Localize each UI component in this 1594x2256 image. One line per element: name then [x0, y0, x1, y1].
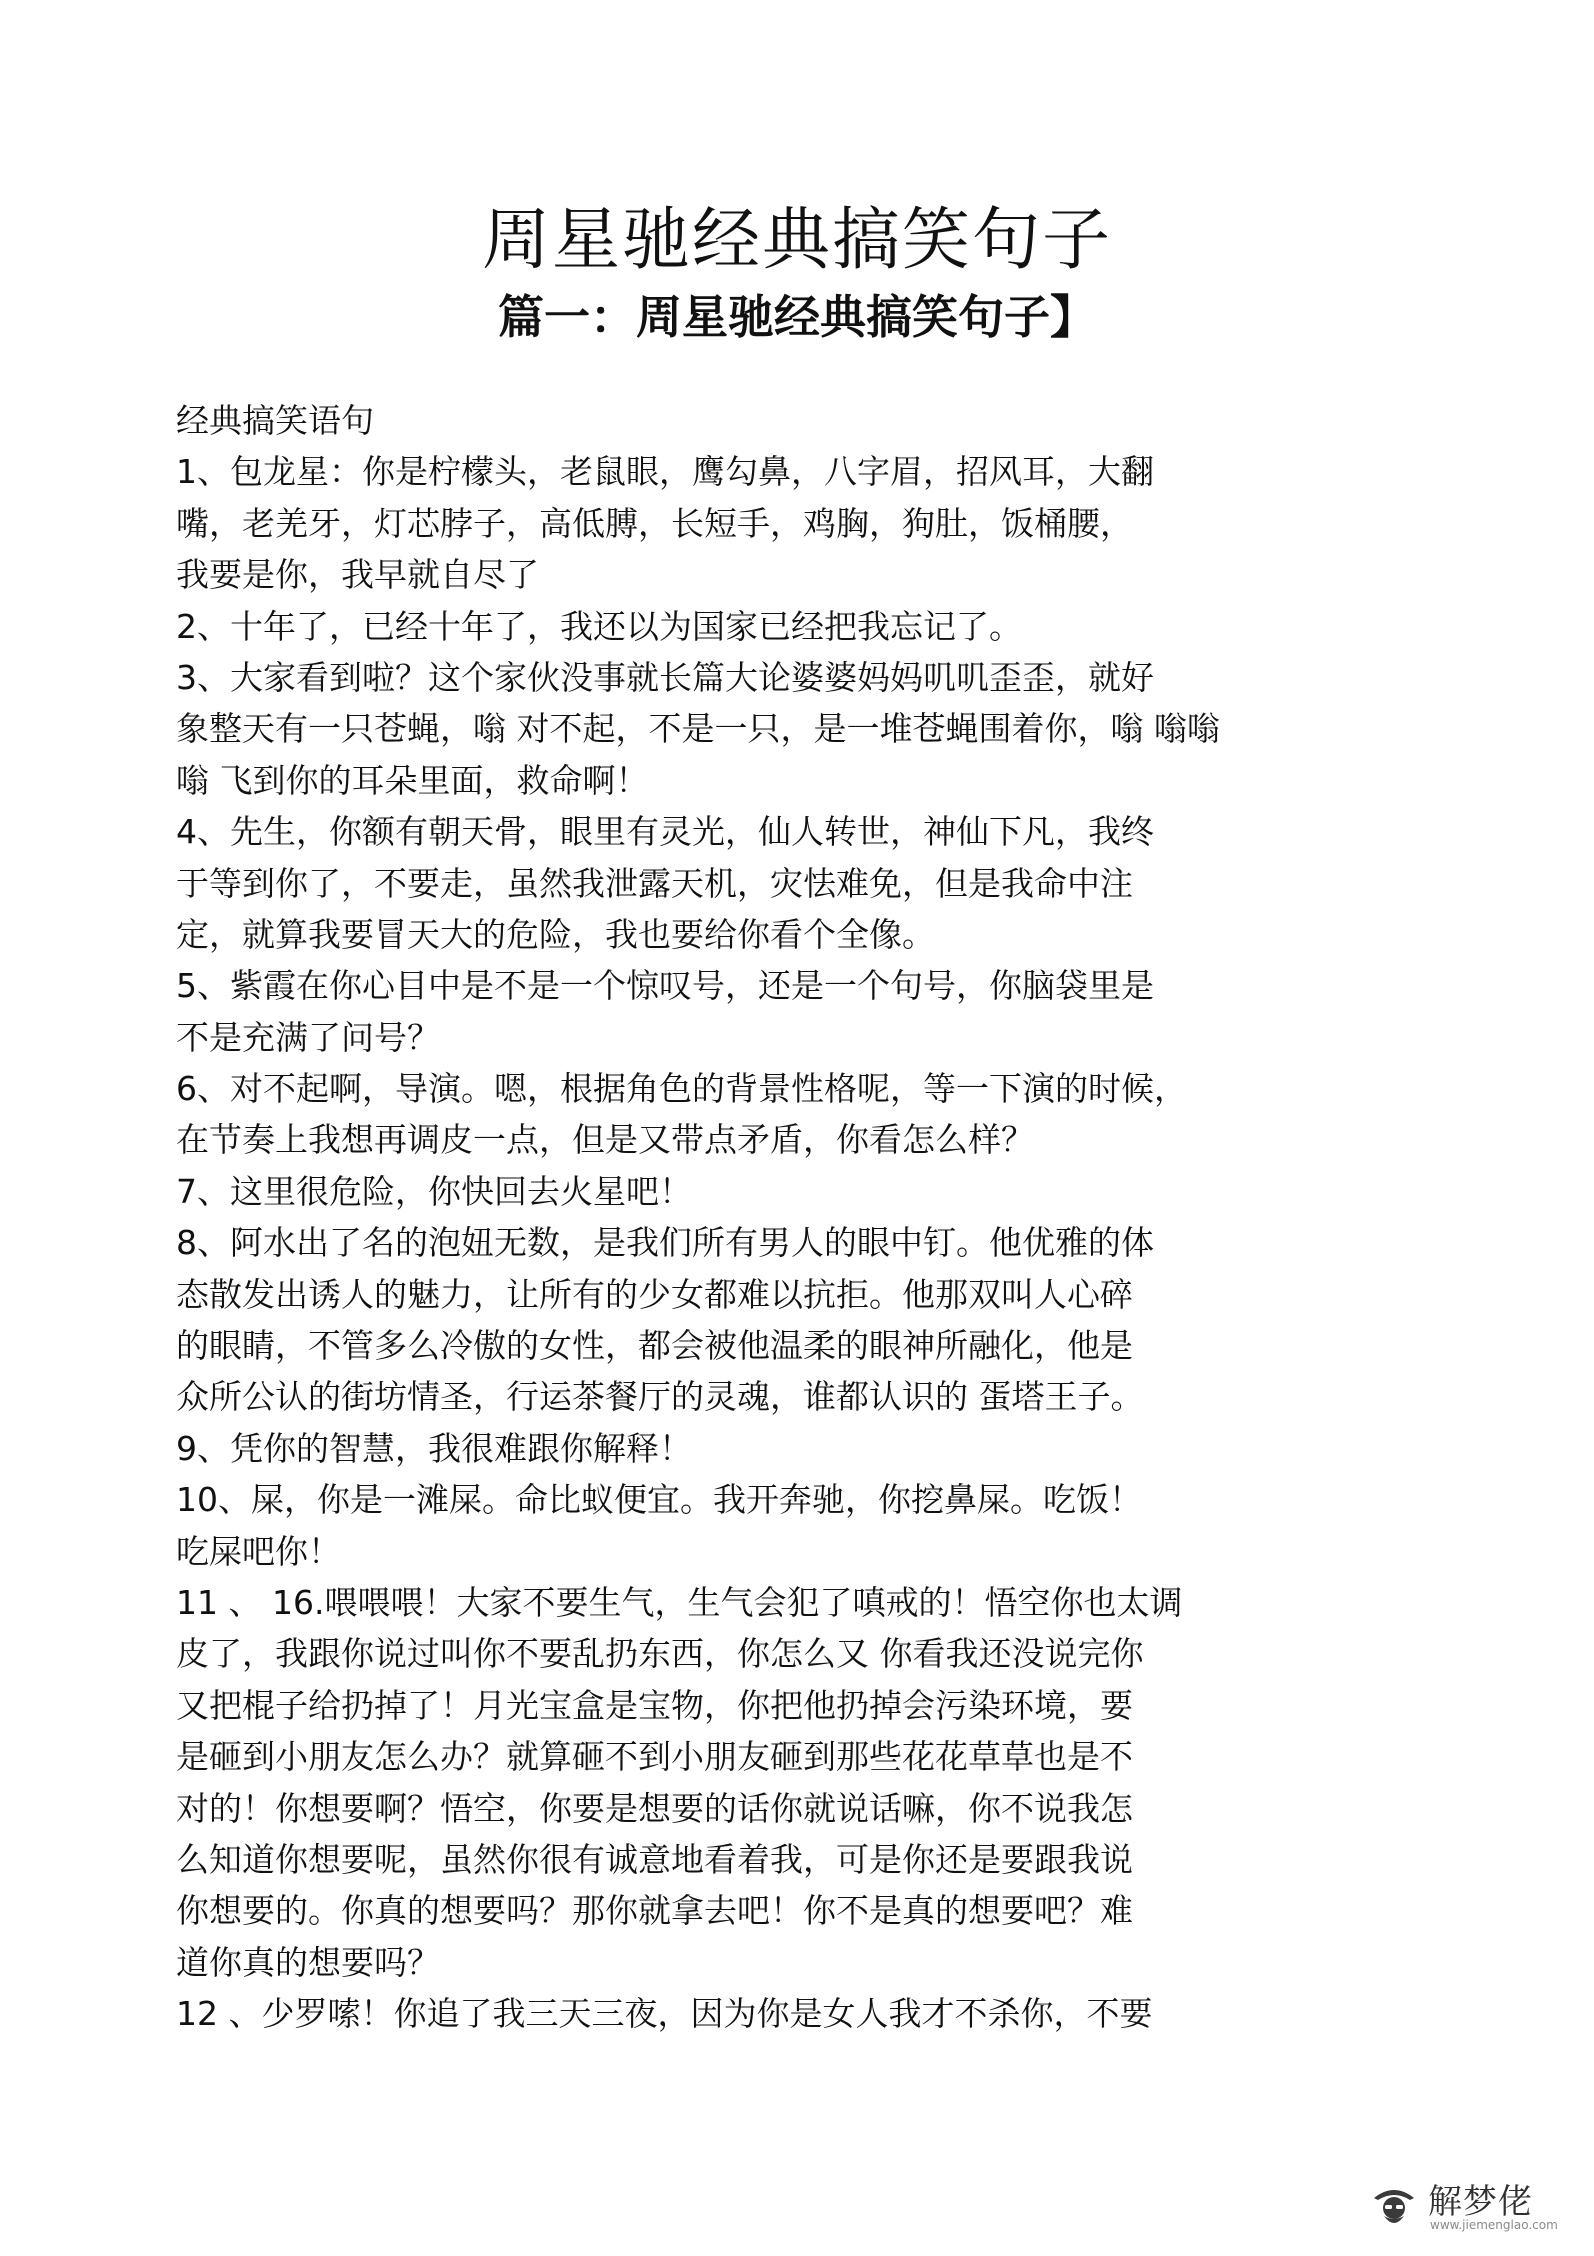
text-line: 7、这里很危险，你快回去火星吧！: [176, 1171, 692, 1211]
page-subtitle: 篇一：周星驰经典搞笑句子】: [498, 290, 1096, 344]
text-line: 象整天有一只苍蝇，嗡 对不起，不是一只，是一堆苍蝇围着你，嗡 嗡嗡: [176, 709, 1220, 749]
text-line: 在节奏上我想再调皮一点，但是又带点矛盾，你看怎么样？: [176, 1120, 1034, 1160]
text-line: 9、凭你的智慧，我很难跟你解释！: [176, 1428, 692, 1468]
fortune-teller-logo-icon: [1366, 2176, 1422, 2232]
text-line: 的眼睛，不管多么冷傲的女性，都会被他温柔的眼神所融化，他是: [176, 1326, 1133, 1366]
text-line: 嗡 飞到你的耳朵里面，救命啊！: [176, 760, 649, 800]
text-line: 3、大家看到啦？这个家伙没事就长篇大论婆婆妈妈叽叽歪歪，就好: [176, 657, 1154, 697]
watermark-site-url: www.jiemenglao.com: [1430, 2218, 1558, 2232]
text-line: 对的！你想要啊？悟空，你要是想要的话你就说话嘛，你不说我怎: [176, 1788, 1133, 1828]
page-title: 周星驰经典搞笑句子: [481, 201, 1112, 280]
text-line: 11 、 16.喂喂喂！大家不要生气，生气会犯了嗔戒的！悟空你也太调: [176, 1582, 1183, 1622]
text-line: 么知道你想要呢，虽然你很有诚意地看着我，可是你还是要跟我说: [176, 1839, 1133, 1879]
text-line: 10、屎，你是一滩屎。命比蚁便宜。我开奔驰，你挖鼻屎。吃饭！: [176, 1480, 1142, 1520]
text-line: 不是充满了问号？: [176, 1017, 440, 1057]
text-line: 2、十年了，已经十年了，我还以为国家已经把我忘记了。: [176, 606, 1022, 646]
body-text: [176, 395, 1376, 2040]
text-line: 你想要的。你真的想要吗？那你就拿去吧！你不是真的想要吧？难: [176, 1891, 1133, 1931]
text-line: 12 、少罗嗦！你追了我三天三夜，因为你是女人我才不杀你，不要: [176, 1994, 1153, 2034]
section-heading: 经典搞笑语句: [176, 401, 374, 440]
text-line: 4、先生，你额有朝天骨，眼里有灵光，仙人转世，神仙下凡，我终: [176, 812, 1154, 852]
text-line: 众所公认的街坊情圣，行运茶餐厅的灵魂，谁都认识的 蛋塔王子。: [176, 1377, 1144, 1417]
text-line: 1、包龙星：你是柠檬头，老鼠眼，鹰勾鼻，八字眉，招风耳，大翻: [176, 452, 1154, 492]
text-line: 态散发出诱人的魅力，让所有的少女都难以抗拒。他那双叫人心碎: [176, 1274, 1133, 1314]
text-line: 定，就算我要冒天大的危险，我也要给你看个全像。: [176, 914, 935, 954]
watermark-site-name: 解梦佬: [1428, 2182, 1533, 2222]
text-line: 是砸到小朋友怎么办？就算砸不到小朋友砸到那些花花草草也是不: [176, 1737, 1133, 1777]
text-line: 5、紫霞在你心目中是不是一个惊叹号，还是一个句号，你脑袋里是: [176, 966, 1154, 1006]
text-line: 8、阿水出了名的泡妞无数，是我们所有男人的眼中钉。他优雅的体: [176, 1223, 1154, 1263]
text-line: 嘴，老羌牙，灯芯脖子，高低膊，长短手，鸡胸，狗肚，饭桶腰，: [176, 503, 1133, 543]
text-line: 吃屎吧你！: [176, 1531, 341, 1571]
text-line: 于等到你了，不要走，虽然我泄露天机，灾怯难免，但是我命中注: [176, 863, 1133, 903]
text-line: 道你真的想要吗？: [176, 1942, 440, 1982]
text-line: 又把棍子给扔掉了！月光宝盒是宝物，你把他扔掉会污染环境，要: [176, 1685, 1133, 1725]
site-watermark: [1366, 2174, 1566, 2238]
text-line: 皮了，我跟你说过叫你不要乱扔东西，你怎么又 你看我还没说完你: [176, 1634, 1144, 1674]
text-line: 我要是你，我早就自尽了: [176, 555, 539, 595]
text-line: 6、对不起啊，导演。嗯，根据角色的背景性格呢，等一下演的时候，: [176, 1069, 1187, 1109]
